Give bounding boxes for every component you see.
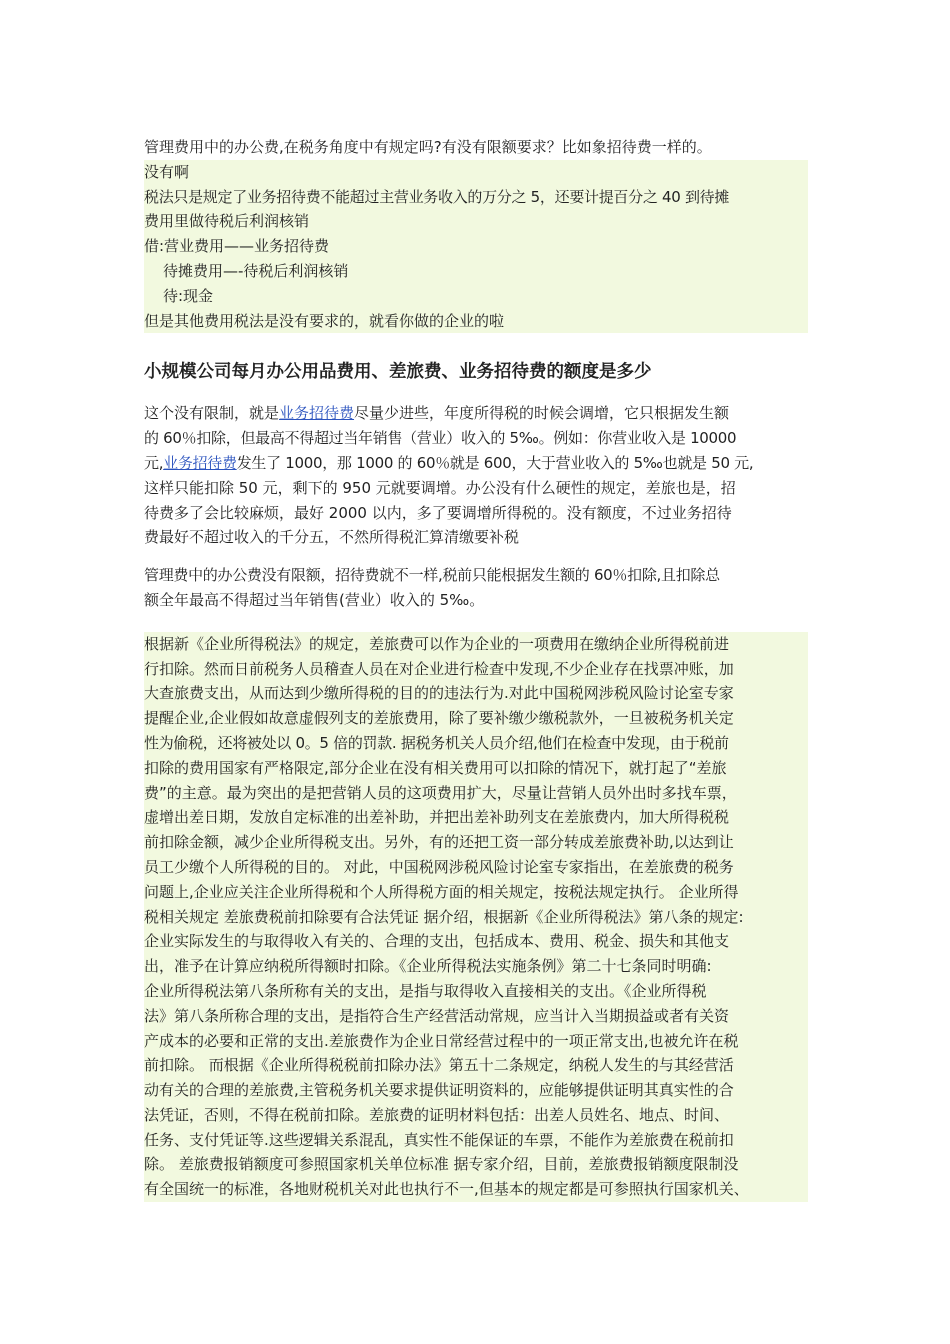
- paragraph-line: 扣除的费用国家有严格限定,部分企业在没有相关费用可以扣除的情况下，就打起了“差旅: [144, 758, 727, 777]
- answer-line: 待摊费用—-待税后利润核销: [163, 261, 349, 280]
- paragraph-line: 动有关的合理的差旅费,主管税务机关要求提供证明资料的，应能够提供证明其真实性的合: [144, 1081, 734, 1100]
- question-line: 管理费用中的办公费,在税务角度中有规定吗?有没有限额要求？比如象招待费一样的。: [144, 138, 712, 156]
- paragraph-line: [144, 451, 808, 476]
- paragraph-line: 性为偷税，还将被处以 0。5 倍的罚款. 据税务机关人员介绍,他们在检查中发现，由于税前: [144, 733, 729, 752]
- paragraph-line: 任务、支付凭证等.这些逻辑关系混乱，真实性不能保证的车票，不能作为差旅费在税前扣: [144, 1130, 734, 1149]
- answer-line: 费用里做待税后利润核销: [144, 212, 310, 231]
- text-span: 尽量少进些，年度所得税的时候会调增，它只根据发生额: [354, 404, 730, 423]
- paragraph-line: 产成本的必要和正常的支出.差旅费作为企业日常经营过程中的一项正常支出,也被允许在税: [144, 1031, 739, 1050]
- paragraph-line: 提醒企业,企业假如故意虚假列支的差旅费用，除了要补缴少缴税款外，一旦被税务机关定: [144, 709, 734, 728]
- paragraph-line: [144, 401, 808, 426]
- business-entertainment-link[interactable]: 业务招待费: [163, 453, 237, 472]
- paragraph-line: 企业所得税法第八条所称有关的支出，是指与取得收入直接相关的支出。《企业所得税: [144, 981, 707, 1000]
- paragraph-2: [144, 563, 808, 613]
- paragraph-line: 费”的主意。最为突出的是把营销人员的这项费用扩大，尽量让营销人员外出时多找车票，: [144, 783, 737, 802]
- answer-line: 没有啊: [144, 162, 190, 181]
- paragraph-line: 问题上,企业应关注企业所得税和个人所得税方面的相关规定，按税法规定执行。 企业所得: [144, 882, 739, 901]
- paragraph-line: 费最好不超过收入的千分五，不然所得税汇算清缴要补税: [144, 528, 520, 547]
- answer-line: 借:营业费用——业务招待费: [144, 237, 330, 256]
- paragraph-line: 行扣除。然而日前税务人员稽查人员在对企业进行检查中发现,不少企业存在找票冲账，加: [144, 659, 734, 678]
- answer-line: 但是其他费用税法是没有要求的，就看你做的企业的啦: [144, 311, 505, 330]
- paragraph-line: 法凭证，否则，不得在税前扣除。差旅费的证明材料包括：出差人员姓名、地点、时间、: [144, 1105, 730, 1124]
- document-page: [144, 135, 808, 1202]
- paragraph-line: 除。 差旅费报销额度可参照国家机关单位标准 据专家介绍，目前，差旅费报销额度限制没: [144, 1155, 739, 1174]
- paragraph-line: 额全年最高不得超过当年销售(营业）收入的 5‰。: [144, 590, 485, 609]
- paragraph-line: 这样只能扣除 50 元，剩下的 950 元就要调增。办公没有什么硬性的规定，差旅也是，招: [144, 478, 736, 497]
- paragraph-line: 大查旅费支出，从而达到少缴所得税的目的的违法行为.对此中国税网涉税风险讨论室专家: [144, 684, 734, 703]
- paragraph-line: 管理费中的办公费没有限额，招待费就不一样,税前只能根据发生额的 60％扣除,且扣除总: [144, 566, 720, 585]
- text-span: 元,: [144, 453, 164, 472]
- paragraph-1: [144, 401, 808, 550]
- qa-block: [144, 135, 808, 333]
- paragraph-line: 待费多了会比较麻烦，最好 2000 以内，多了要调增所得税的。没有额度，不过业务招待: [144, 503, 732, 522]
- paragraph-line: 税相关规定 差旅费税前扣除要有合法凭证 据介绍，根据新《企业所得税法》第八条的规定:: [144, 907, 744, 926]
- paragraph-line: 前扣除金额，减少企业所得税支出。另外，有的还把工资一部分转成差旅费补助,以达到让: [144, 833, 734, 852]
- paragraph-line: 法》第八条所称合理的支出，是指符合生产经营活动常规，应当计入当期损益或者有关资: [144, 1006, 730, 1025]
- answer-block: [144, 160, 808, 334]
- paragraph-line: 企业实际发生的与取得收入有关的、合理的支出，包括成本、费用、税金、损失和其他支: [144, 932, 730, 951]
- paragraph-3: [144, 632, 808, 1202]
- paragraph-line: 的 60％扣除，但最高不得超过当年销售（营业）收入的 5‰。例如：你营业收入是 10000: [144, 429, 737, 448]
- answer-line: 待:现金: [163, 286, 214, 305]
- paragraph-line: 虚增出差日期，发放自定标准的出差补助，并把出差补助列支在差旅费内，加大所得税税: [144, 808, 730, 827]
- business-entertainment-link[interactable]: 业务招待费: [279, 404, 355, 423]
- text-span: 发生了 1000，那 1000 的 60％就是 600，大于营业收入的 5‰也就是 50 元,: [236, 453, 754, 472]
- text-span: 这个没有限制，就是: [144, 404, 280, 423]
- paragraph-line: 出，准予在计算应纳税所得额时扣除。《企业所得税法实施条例》第二十七条同时明确:: [144, 957, 712, 976]
- paragraph-line: 前扣除。 而根据《企业所得税税前扣除办法》第五十二条规定，纳税人发生的与其经营活: [144, 1056, 734, 1075]
- paragraph-line: 根据新《企业所得税法》的规定，差旅费可以作为企业的一项费用在缴纳企业所得税前进: [144, 634, 730, 653]
- paragraph-line: 员工少缴个人所得税的目的。 对此，中国税网涉税风险讨论室专家指出，在差旅费的税务: [144, 857, 734, 876]
- answer-line: 税法只是规定了业务招待费不能超过主营业务收入的万分之 5，还要计提百分之 40 到待摊: [144, 187, 730, 206]
- section-heading: 小规模公司每月办公用品费用、差旅费、业务招待费的额度是多少: [144, 362, 652, 383]
- paragraph-line: 有全国统一的标准，各地财税机关对此也执行不一,但基本的规定都是可参照执行国家机关、: [144, 1180, 749, 1199]
